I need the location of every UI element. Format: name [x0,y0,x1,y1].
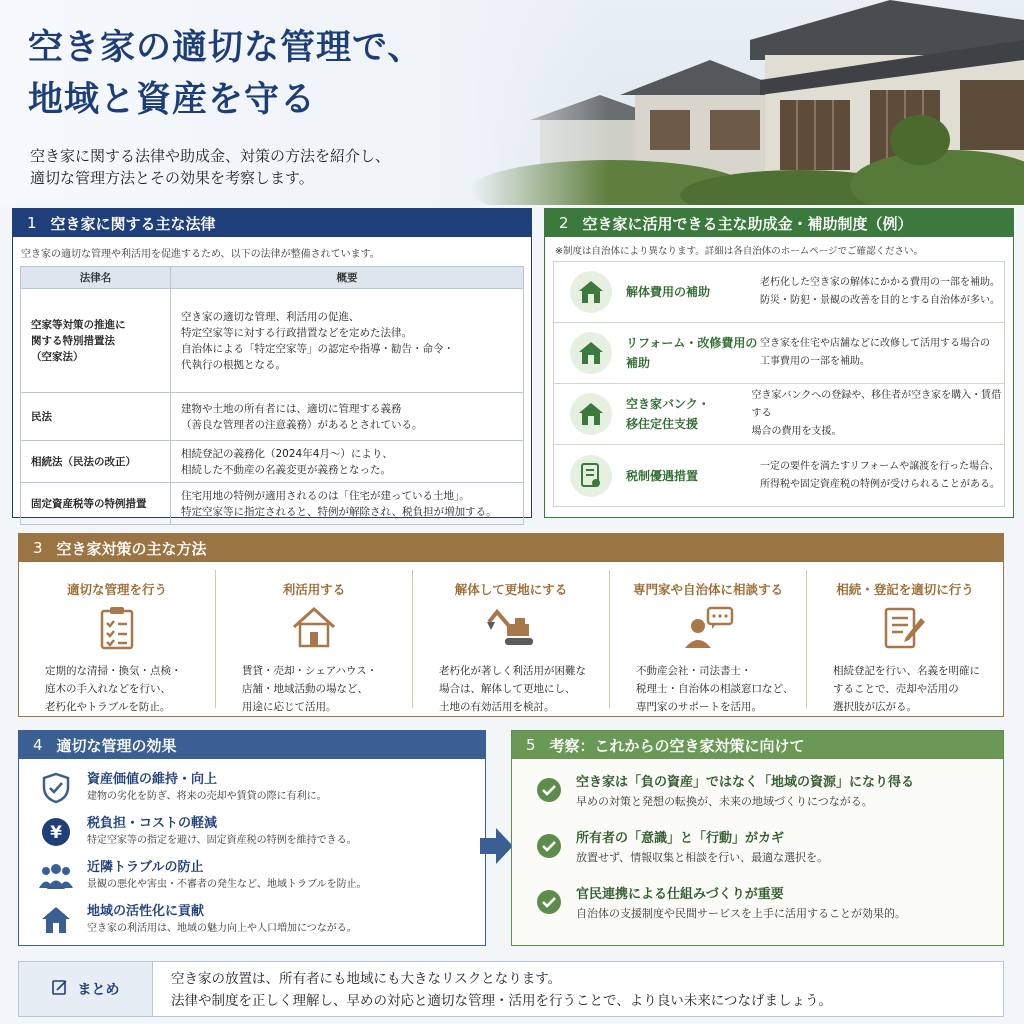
memo-icon [52,979,68,999]
insight-description: 自治体の支援制度や民間サービスを上手に活用することが効果的。 [576,907,906,920]
effects-section-header [19,731,485,759]
list-item [19,853,485,897]
people-icon [37,859,75,893]
subtitle-line-1: 空き家に関する法律や助成金、対策の方法を紹介し、 [30,147,391,165]
law-summary-line: 空き家の適切な管理、利活用の促進、 [181,310,360,323]
method-desc-line: 庭木の手入れなどを行い、 [45,683,171,695]
consultant-icon [610,606,806,654]
method-desc-line: 店舗・地域活動の場など、 [242,683,368,695]
method-desc-line: 場合は、解体して更地にし、 [439,683,576,695]
law-name-line: 相続法（民法の改正） [31,455,136,468]
grant-description [760,458,1000,494]
house-icon [570,393,612,435]
house-icon [216,606,412,654]
law-name-line: 民法 [31,410,52,423]
section-title: 空き家対策の主な方法 [56,539,207,558]
list-item [554,262,1004,323]
house-icon [37,903,75,937]
methods-section-header [19,534,1003,562]
summary-line-2: 法律や制度を正しく理解し、早めの対応と適切な管理・活用を行うことで、より良い未来につなげましょう。 [171,993,832,1009]
law-summary [171,483,524,525]
method-title: 相続・登記を適切に行う [836,582,974,597]
shield-check-icon [37,771,75,805]
method-desc-line: 定期的な清掃・換気・点検・ [45,665,182,677]
law-summary-line: 特定空家等に対する行政措置などを定めた法律。 [181,326,412,339]
law-name [21,289,171,393]
section-number: 3 [33,539,43,557]
subtitle-line-2: 適切な管理方法とその効果を考察します。 [30,169,314,187]
effect-description: 建物の劣化を防ぎ、将来の売却や賃貸の際に有利に。 [87,791,327,802]
list-item [19,765,485,809]
method-title: 利活用する [282,582,346,597]
grant-title-line: リフォーム・改修費用の補助 [626,336,758,370]
page-subtitle [30,145,390,189]
effect-title: 資産価値の維持・向上 [87,772,218,787]
check-circle-icon [536,889,562,915]
section-number: 2 [559,214,569,232]
method-title: 専門家や自治体に相談する [632,582,783,597]
effect-title: 税負担・コストの軽減 [87,816,218,831]
document-pen-icon [807,606,1003,654]
law-name [21,393,171,441]
laws-section [12,208,532,518]
grant-title-line: 移住定住支援 [626,417,699,431]
arrow-right-icon [480,826,514,866]
house-icon [570,271,612,313]
law-name [21,441,171,483]
grants-list [553,261,1005,507]
list-item [512,759,1003,815]
law-summary-line: 建物や土地の所有者には、適切に管理する義務 [181,402,402,415]
list-item [554,445,1004,506]
law-summary-line: 特定空家等に指定されると、特例が解除され、税負担が増加する。 [181,505,497,518]
grant-desc-line: 老朽化した空き家の解体にかかる費用の一部を補助。 [760,277,1000,288]
insight-title: 空き家は「負の資産」ではなく「地域の資源」になり得る [576,775,915,790]
method-card [807,570,1003,713]
method-card [610,570,807,713]
list-item [554,384,1004,445]
section-title: 空き家に活用できる主な助成金・補助制度（例） [582,214,913,233]
column-header-law-name: 法律名 [21,267,171,289]
method-desc-line: 賃貸・売却・シェアハウス・ [242,665,378,677]
section-number: 1 [27,214,37,232]
laws-table [20,266,524,525]
method-desc-line: 選択肢が広がる。 [833,701,917,713]
law-summary [171,393,524,441]
grant-title-line: 解体費用の補助 [626,285,711,299]
method-description [610,662,806,716]
svg-text:¥: ¥ [50,823,62,843]
methods-section [18,533,1004,717]
grant-title [612,466,760,486]
method-title: 適切な管理を行う [66,582,167,597]
grant-title-line: 空き家バンク・ [626,397,710,411]
grant-desc-line: 所得税や固定資産税の特例が受けられることがある。 [760,478,1000,490]
method-title: 解体して更地にする [454,582,568,597]
effect-description: 特定空家等の指定を避け、固定資産税の特例を維持できる。 [87,835,357,846]
insights-list [512,759,1003,927]
effects-section [18,730,486,946]
method-description [807,662,1003,716]
law-name-line: 固定資産税等の特例措置 [31,497,147,510]
method-description [216,662,412,716]
grant-desc-line: 防災・防犯・景観の改善を目的とする自治体が多い。 [760,295,1000,306]
page-title [28,22,423,126]
list-item [19,809,485,853]
grant-description [752,387,1005,441]
list-item [554,323,1004,384]
method-desc-line: 不動産会社・司法書士・ [636,665,752,677]
law-summary-line: 相続した不動産の名義変更が義務となった。 [181,463,391,476]
insight-title: 所有者の「意識」と「行動」がカギ [576,831,785,846]
section-title: 適切な管理の効果 [56,736,177,755]
table-row [21,393,524,441]
insights-section-header [512,731,1003,759]
grant-title-line: 税制優遇措置 [626,468,699,483]
grant-title [612,333,760,373]
section-number: 5 [526,736,536,754]
grants-note: ※制度は自治体により異なります。詳細は各自治体のホームページでご確認ください。 [555,246,924,257]
law-summary-line: （善良な管理者の注意義務）があるとされている。 [181,418,423,431]
effect-title: 近隣トラブルの防止 [87,860,204,875]
method-desc-line: 老朽化やトラブルを防止。 [45,701,171,713]
house-icon [570,332,612,374]
method-description [19,662,215,716]
grant-desc-line: 空き家を住宅や店舗などに改修して活用する場合の [760,338,990,349]
check-circle-icon [536,833,562,859]
excavator-icon [413,606,609,654]
method-card [413,570,610,713]
summary-text [153,962,832,1016]
check-circle-icon [536,777,562,803]
method-desc-line: 税理士・自治体の相談窓口など、 [636,683,794,695]
section-number: 4 [33,736,43,754]
document-icon [570,455,612,497]
method-desc-line: 老朽化が著しく利活用が困難な [439,665,586,677]
list-item [512,815,1003,871]
law-summary [171,289,524,393]
grant-desc-line: 空き家バンクへの登録や、移住者が空き家を購入・賃借する [751,390,1002,419]
method-desc-line: 相続登記を行い、名義を明確に [833,665,980,677]
list-item [19,897,485,941]
effect-description: 空き家の利活用は、地域の魅力向上や人口増加につながる。 [87,923,357,934]
column-header-summary: 概要 [171,267,524,289]
law-summary [171,441,524,483]
yen-icon [37,815,75,849]
laws-intro: 空き家の適切な管理や利活用を促進するため、以下の法律が整備されています。 [21,249,380,260]
law-name-line: （空家法） [31,350,84,363]
grants-section [544,208,1014,518]
law-name [21,483,171,525]
law-summary-line: 代執行の根拠となる。 [181,358,286,371]
insight-description: 放置せず、情報収集と相談を行い、最適な選択を。 [576,851,829,864]
laws-section-header [13,209,531,237]
section-title: 空き家に関する主な法律 [50,214,216,233]
table-row [21,441,524,483]
grants-section-header [545,209,1013,237]
method-description [413,662,609,716]
insights-section [511,730,1004,946]
grant-description [760,274,1000,310]
method-desc-line: することで、売却や活用の [833,683,959,695]
law-summary-line: 住宅用地の特例が適用されるのは「住宅が建っている土地」。 [181,489,470,502]
summary-label [19,962,153,1016]
method-desc-line: 専門家のサポートを活用。 [636,701,762,713]
list-item [512,871,1003,927]
table-row [21,483,524,525]
method-card [19,570,216,713]
title-line-1: 空き家の適切な管理で、 [28,27,424,68]
abandoned-houses-illustration [470,0,1024,205]
effect-description: 景観の悪化や害虫・不審者の発生など、地域トラブルを防止。 [87,879,367,890]
law-summary-line: 自治体による「特定空家等」の認定や指導・勧告・命令・ [181,342,454,355]
grant-description [760,335,990,371]
grant-title [612,394,752,434]
grant-title [612,282,760,302]
clipboard-checklist-icon [19,606,215,654]
grant-desc-line: 一定の要件を満たすリフォームや譲渡を行った場合、 [760,460,1000,472]
method-desc-line: 土地の有効活用を検討。 [439,701,555,713]
method-desc-line: 用途に応じて活用。 [242,701,337,713]
grant-desc-line: 工事費用の一部を補助。 [760,356,870,367]
summary-box [18,961,1004,1017]
law-name-line: 関する特別措置法 [31,334,115,347]
hero-banner [0,0,1024,205]
insight-description: 早めの対策と発想の転換が、未来の地域づくりにつながる。 [576,795,873,808]
effects-list [19,759,485,941]
title-line-2: 地域と資産を守る [28,79,317,120]
law-name-line: 空家等対策の推進に [31,318,126,331]
section-title: 考察：これからの空き家対策に向けて [549,736,805,755]
insight-title: 官民連携による仕組みづくりが重要 [576,887,784,902]
methods-row [19,562,1003,716]
grant-desc-line: 場合の費用を支援。 [751,426,842,437]
summary-line-1: 空き家の放置は、所有者にも地域にも大きなリスクとなります。 [171,971,562,987]
method-card [216,570,413,713]
effect-title: 地域の活性化に貢献 [87,904,205,919]
law-summary-line: 相続登記の義務化（2024年4月〜）により、 [181,447,393,460]
table-row [21,289,524,393]
summary-label-text: まとめ [77,982,120,998]
